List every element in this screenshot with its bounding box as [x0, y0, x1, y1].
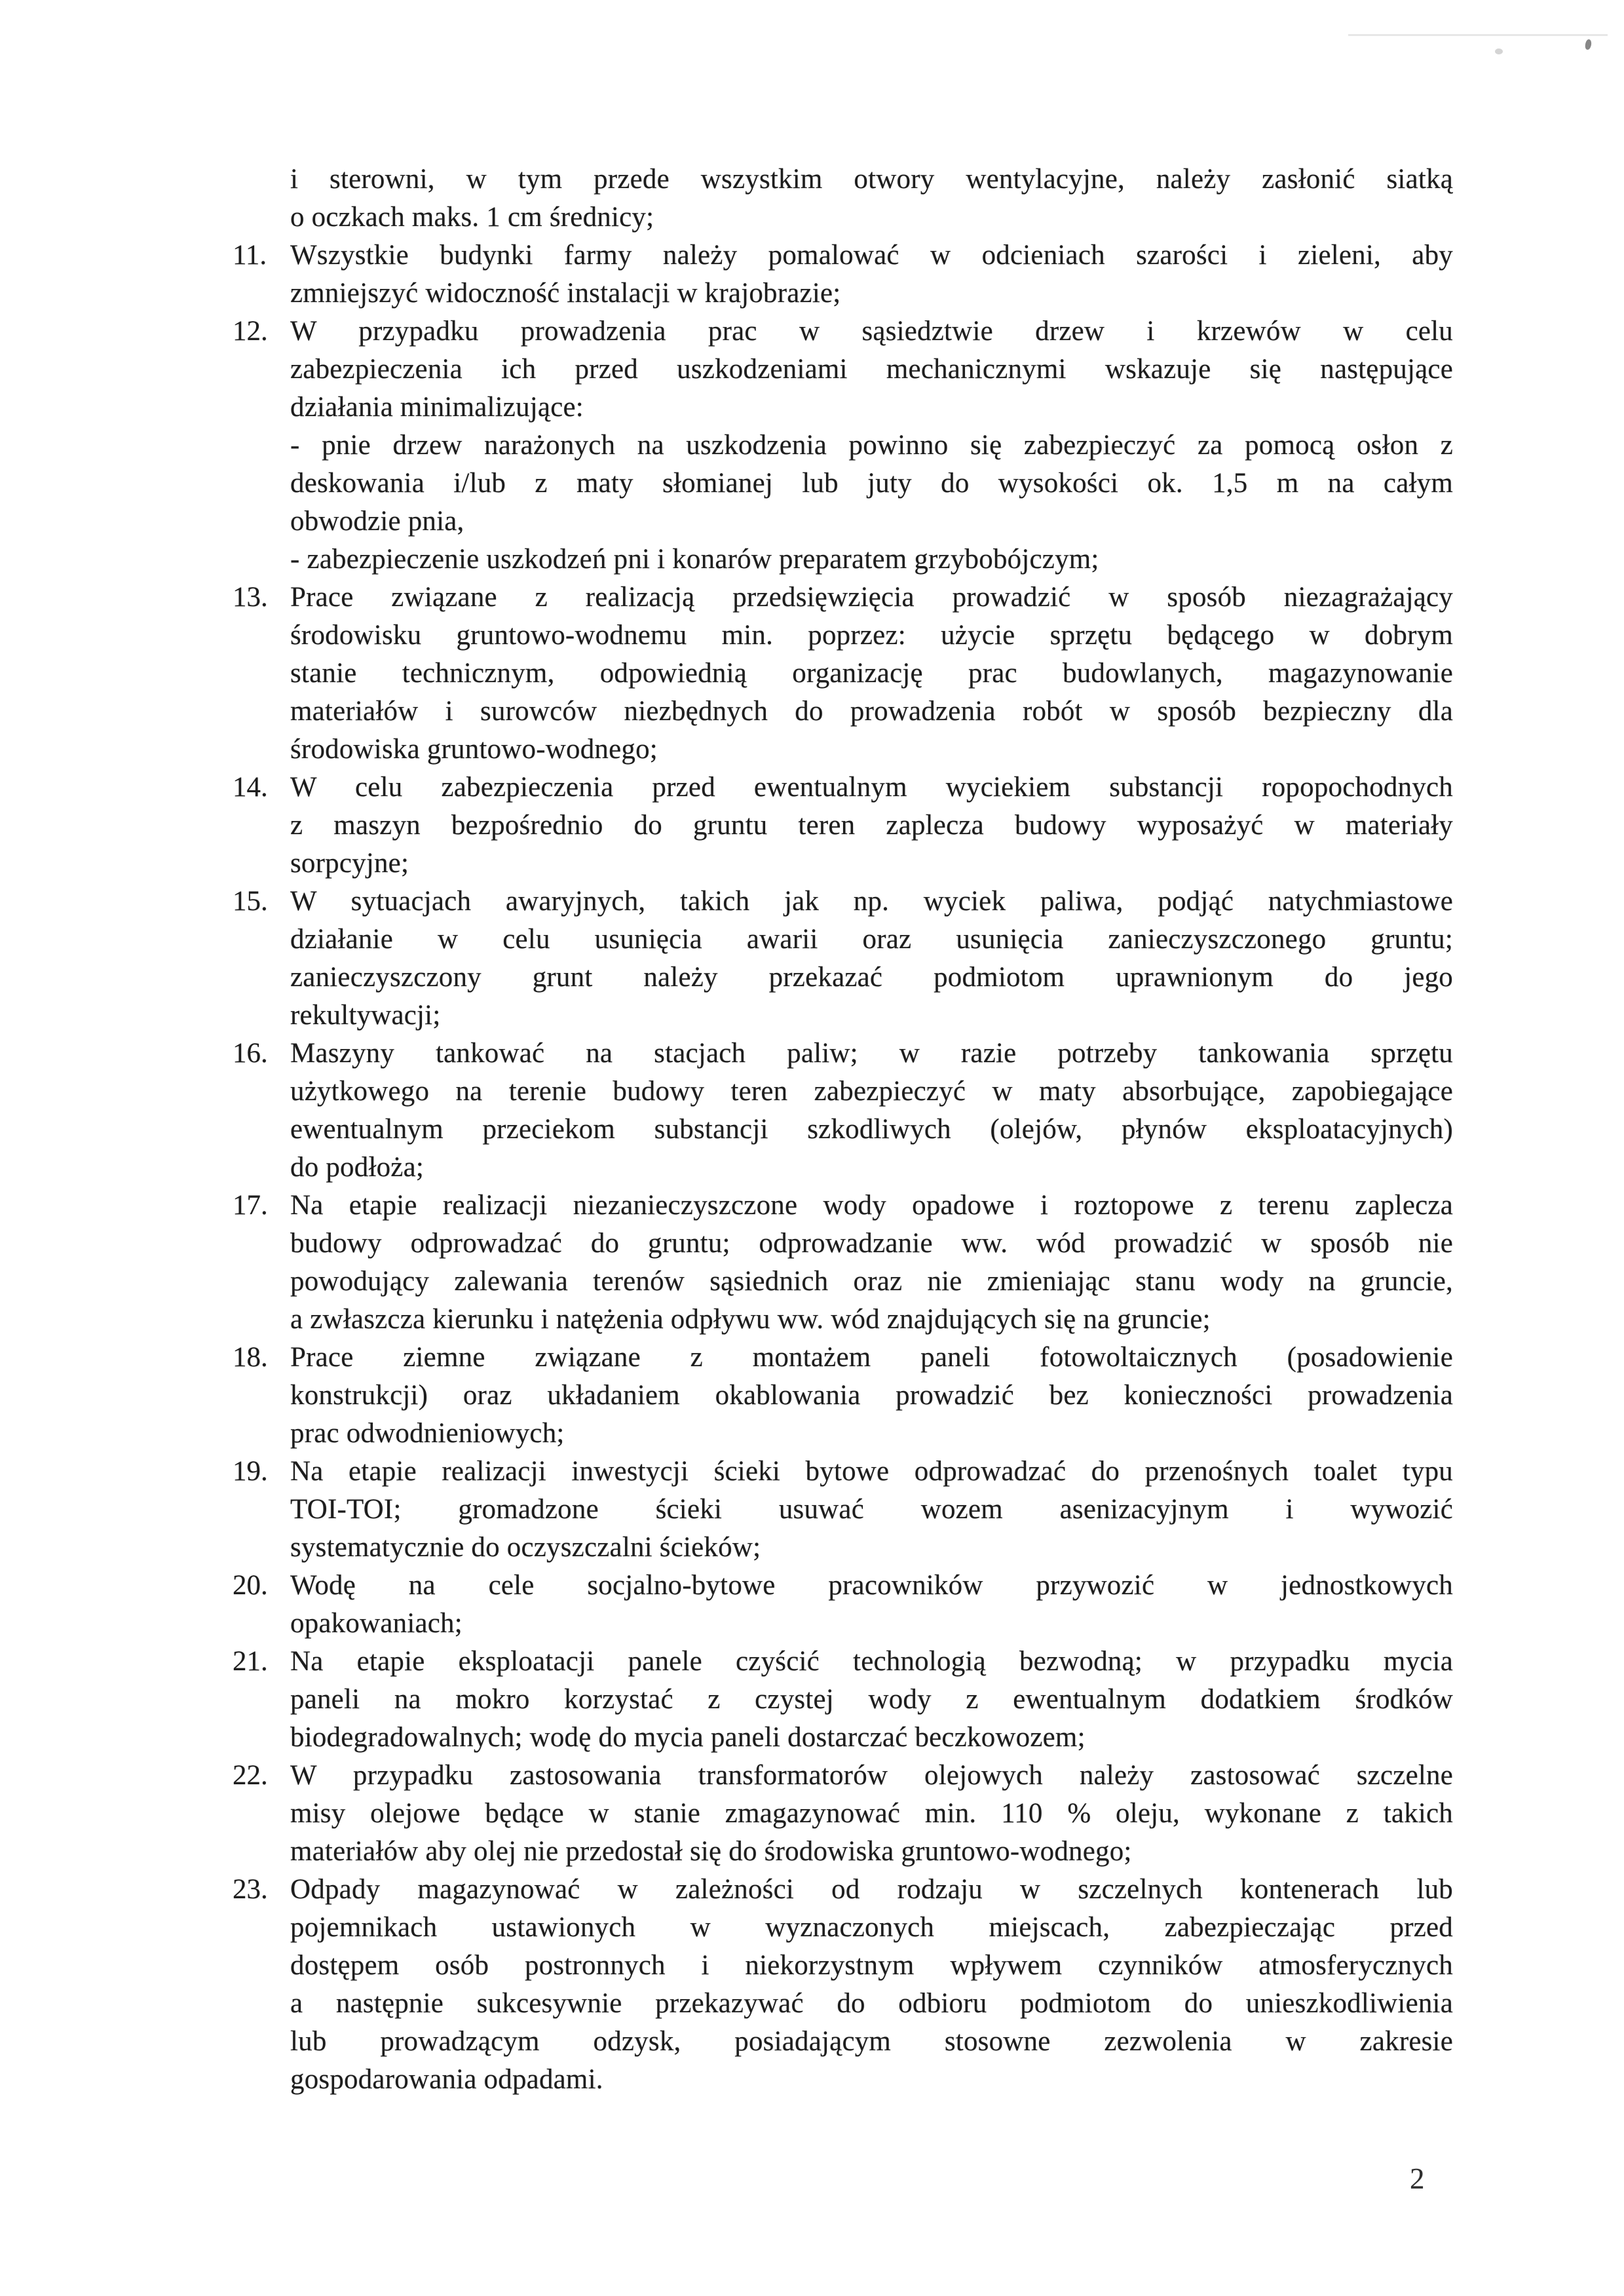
text-line: ewentualnym przeciekom substancji szkodliwych (olejów, płynów eksploatacyjnych)	[290, 1114, 1453, 1145]
item-number: 17.	[233, 1190, 268, 1221]
text-line: Maszyny tankować na stacjach paliw; w razie potrzeby tankowania sprzętu	[290, 1038, 1453, 1069]
text-line: materiałów i surowców niezbędnych do prowadzenia robót w sposób bezpieczny dla	[290, 696, 1453, 727]
text-line: deskowania i/lub z maty słomianej lub juty do wysokości ok. 1,5 m na całym	[290, 468, 1453, 499]
text-line: sorpcyjne;	[290, 848, 409, 879]
numbered-list	[233, 161, 1453, 2099]
text-line: W sytuacjach awaryjnych, takich jak np. wyciek paliwa, podjąć natychmiastowe	[290, 886, 1453, 917]
text-line: środowisku gruntowo-wodnemu min. poprzez: użycie sprzętu będącego w dobrym	[290, 620, 1453, 651]
item-number: 21.	[233, 1646, 268, 1677]
text-line: misy olejowe będące w stanie zmagazynować min. 110 % oleju, wykonane z takich	[290, 1798, 1453, 1829]
list-item-22	[233, 1757, 1453, 1871]
text-line: obwodzie pnia,	[290, 506, 464, 537]
text-line: Prace ziemne związane z montażem paneli fotowoltaicznych (posadowienie	[290, 1342, 1453, 1373]
text-line: środowiska gruntowo-wodnego;	[290, 734, 658, 765]
list-item-20	[233, 1567, 1453, 1643]
text-line: Wodę na cele socjalno-bytowe pracowników przywozić w jednostkowych	[290, 1570, 1453, 1601]
text-line: W celu zabezpieczenia przed ewentualnym wyciekiem substancji ropopochodnych	[290, 772, 1453, 803]
item-number: 12.	[233, 316, 268, 347]
text-line: o oczkach maks. 1 cm średnicy;	[290, 202, 654, 233]
text-line: - pnie drzew narażonych na uszkodzenia powinno się zabezpieczyć za pomocą osłon z	[290, 430, 1453, 461]
list-item-13	[233, 579, 1453, 769]
text-line: W przypadku zastosowania transformatorów olejowych należy zastosować szczelne	[290, 1760, 1453, 1791]
item-number: 18.	[233, 1342, 268, 1373]
text-line: gospodarowania odpadami.	[290, 2064, 603, 2095]
text-line: użytkowego na terenie budowy teren zabezpieczyć w maty absorbujące, zapobiegające	[290, 1076, 1453, 1107]
text-line: działanie w celu usunięcia awarii oraz usunięcia zanieczyszczonego gruntu;	[290, 924, 1453, 955]
text-line: paneli na mokro korzystać z czystej wody z ewentualnym dodatkiem środków	[290, 1684, 1453, 1715]
text-line: Wszystkie budynki farmy należy pomalować w odcieniach szarości i zieleni, aby	[290, 240, 1453, 271]
text-line: materiałów aby olej nie przedostał się do środowiska gruntowo-wodnego;	[290, 1836, 1132, 1867]
text-line: konstrukcji) oraz układaniem okablowania prowadzić bez konieczności prowadzenia	[290, 1380, 1453, 1411]
scan-artifact-speck	[1584, 39, 1592, 50]
item-number: 20.	[233, 1570, 268, 1601]
text-line: Na etapie realizacji niezanieczyszczone wody opadowe i roztopowe z terenu zaplecza	[290, 1190, 1453, 1221]
list-item-17	[233, 1187, 1453, 1339]
list-item-15	[233, 883, 1453, 1035]
text-line: opakowaniach;	[290, 1608, 463, 1639]
item-number: 23.	[233, 1874, 268, 1905]
text-line: Prace związane z realizacją przedsięwzięcia prowadzić w sposób niezagrażający	[290, 582, 1453, 613]
text-line: a następnie sukcesywnie przekazywać do odbioru podmiotom do unieszkodliwienia	[290, 1988, 1453, 2019]
text-line: a zwłaszcza kierunku i natężenia odpływu ww. wód znajdujących się na gruncie;	[290, 1304, 1211, 1335]
text-line: dostępem osób postronnych i niekorzystnym wpływem czynników atmosferycznych	[290, 1950, 1453, 1981]
list-item-14	[233, 769, 1453, 883]
text-line: biodegradowalnych; wodę do mycia paneli dostarczać beczkowozem;	[290, 1722, 1086, 1753]
text-line: powodujący zalewania terenów sąsiednich oraz nie zmieniając stanu wody na gruncie,	[290, 1266, 1453, 1297]
text-line: działania minimalizujące:	[290, 392, 584, 423]
list-item-23	[233, 1871, 1453, 2099]
text-line: TOI-TOI; gromadzone ścieki usuwać wozem asenizacyjnym i wywozić	[290, 1494, 1453, 1525]
list-item-21	[233, 1643, 1453, 1757]
item-number: 19.	[233, 1456, 268, 1487]
text-line: W przypadku prowadzenia prac w sąsiedztwie drzew i krzewów w celu	[290, 316, 1453, 347]
list-item-19	[233, 1453, 1453, 1567]
text-line: Na etapie realizacji inwestycji ścieki bytowe odprowadzać do przenośnych toalet typu	[290, 1456, 1453, 1487]
text-line: Na etapie eksploatacji panele czyścić technologią bezwodną; w przypadku mycia	[290, 1646, 1453, 1677]
text-line: pojemnikach ustawionych w wyznaczonych miejscach, zabezpieczając przed	[290, 1912, 1453, 1943]
item-number: 22.	[233, 1760, 268, 1791]
text-line: zmniejszyć widoczność instalacji w krajobrazie;	[290, 278, 841, 309]
text-line: Odpady magazynować w zależności od rodzaju w szczelnych kontenerach lub	[290, 1874, 1453, 1905]
text-line: systematycznie do oczyszczalni ścieków;	[290, 1532, 761, 1563]
continuation-paragraph	[290, 161, 1453, 237]
list-item-16	[233, 1035, 1453, 1187]
text-line: i sterowni, w tym przede wszystkim otwory wentylacyjne, należy zasłonić siatką	[290, 164, 1453, 195]
list-item-11	[233, 237, 1453, 313]
item-number: 11.	[233, 240, 267, 271]
scan-artifact-streak	[1348, 34, 1608, 36]
text-line: zabezpieczenia ich przed uszkodzeniami mechanicznymi wskazuje się następujące	[290, 354, 1453, 385]
text-line: stanie technicznym, odpowiednią organizację prac budowlanych, magazynowanie	[290, 658, 1453, 689]
item-number: 14.	[233, 772, 268, 803]
text-line: lub prowadzącym odzysk, posiadającym stosowne zezwolenia w zakresie	[290, 2026, 1453, 2057]
item-number: 13.	[233, 582, 268, 613]
page-number: 2	[1410, 2162, 1425, 2195]
scan-artifact-speck	[1495, 48, 1503, 54]
list-item-12	[233, 313, 1453, 579]
text-line: - zabezpieczenie uszkodzeń pni i konarów preparatem grzybobójczym;	[290, 544, 1099, 575]
item-number: 15.	[233, 886, 268, 917]
text-line: z maszyn bezpośrednio do gruntu teren zaplecza budowy wyposażyć w materiały	[290, 810, 1453, 841]
text-line: budowy odprowadzać do gruntu; odprowadzanie ww. wód prowadzić w sposób nie	[290, 1228, 1453, 1259]
list-item-18	[233, 1339, 1453, 1453]
text-line: rekultywacji;	[290, 1000, 441, 1031]
text-line: prac odwodnieniowych;	[290, 1418, 565, 1449]
text-line: zanieczyszczony grunt należy przekazać podmiotom uprawnionym do jego	[290, 962, 1453, 993]
item-number: 16.	[233, 1038, 268, 1069]
text-line: do podłoża;	[290, 1152, 425, 1183]
